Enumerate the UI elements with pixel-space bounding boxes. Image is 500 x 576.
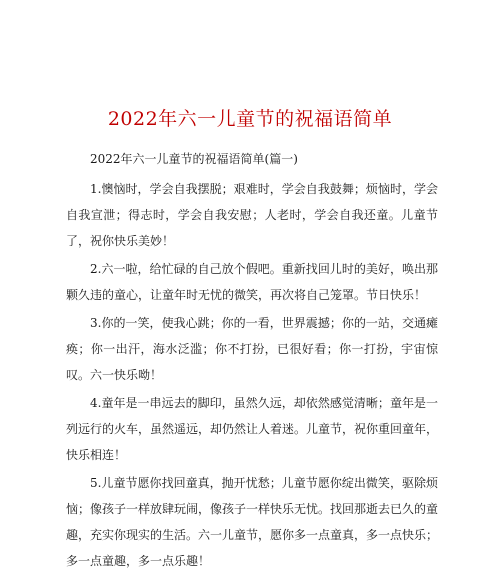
paragraph-4: 4.童年是一串远去的脚印，虽然久远，却依然感觉清晰；童年是一列远行的火车，虽然遥远，却仍然让人着迷。儿童节，祝你重回童年，快乐相连！	[66, 396, 439, 462]
document-title: 2022年六一儿童节的祝福语简单	[107, 108, 393, 130]
document-body	[66, 150, 438, 576]
paragraph-5: 5.儿童节愿你找回童真，抛开忧愁；儿童节愿你绽出微笑，驱除烦恼；像孩子一样放肆玩闹，像孩子一样快乐无忧。找回那逝去已久的童趣，充实你现实的生活。六一儿童节，愿你多一点童真，多一点快乐；多一点童趣，多一点乐趣！	[66, 476, 439, 568]
paragraph-1: 1.懊恼时，学会自我摆脱；艰难时，学会自我鼓舞；烦恼时，学会自我宣泄；得志时，学会自我安慰；人老时，学会自我还童。儿童节了，祝你快乐美妙！	[66, 182, 438, 248]
paragraph-2: 2.六一啦，给忙碌的自己放个假吧。重新找回儿时的美好，唤出那颗久违的童心，让童年时无忧的微笑，再次将自己笼罩。节日快乐！	[66, 262, 438, 302]
section-subtitle: 2022年六一儿童节的祝福语简单(篇一)	[90, 152, 298, 166]
paragraph-3: 3.你的一笑，使我心跳；你的一看，世界震撼；你的一站，交通瘫痪；你一出汗，海水泛滥；你不打扮，已很好看；你一打扮，宇宙惊叹。六一快乐呦！	[66, 316, 438, 382]
